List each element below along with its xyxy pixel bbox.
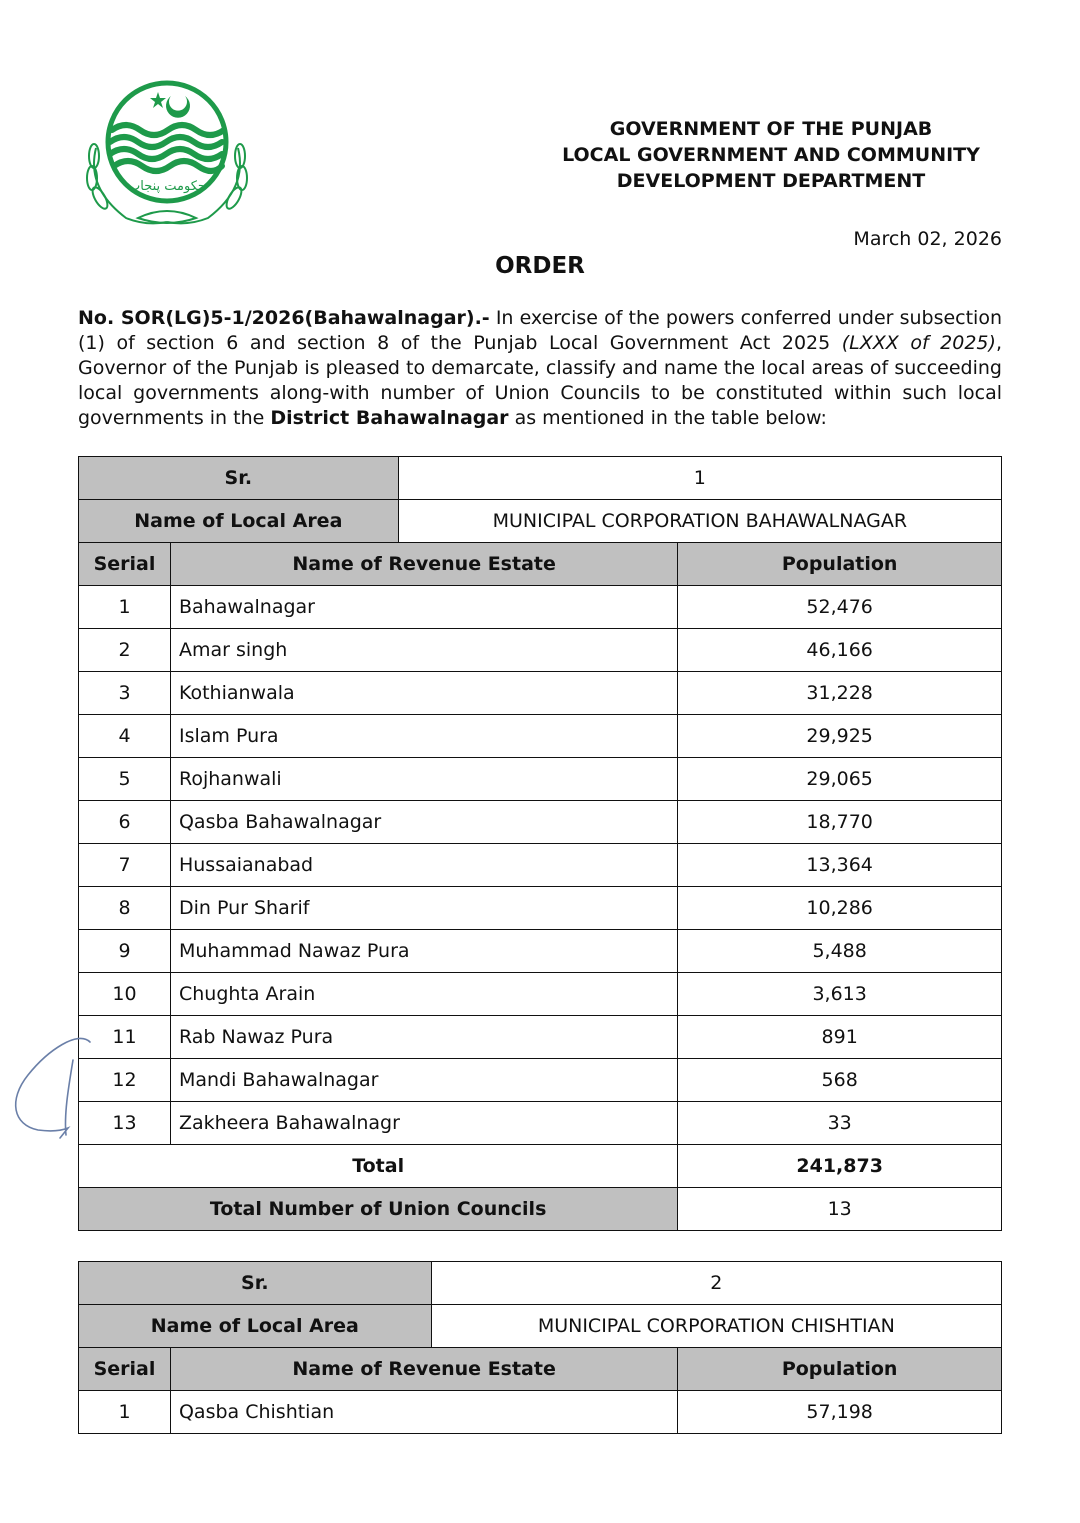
estate-cell: Islam Pura xyxy=(170,715,677,758)
sr-value: 1 xyxy=(398,457,1001,500)
table-row xyxy=(79,1102,1002,1145)
estate-cell: Muhammad Nawaz Pura xyxy=(170,930,677,973)
population-cell: 52,476 xyxy=(678,586,1002,629)
serial-cell: 6 xyxy=(79,801,171,844)
population-cell: 3,613 xyxy=(678,973,1002,1016)
population-cell: 10,286 xyxy=(678,887,1002,930)
order-date: March 02, 2026 xyxy=(853,228,1002,250)
table-row xyxy=(79,844,1002,887)
header-line-1: GOVERNMENT OF THE PUNJAB xyxy=(609,118,933,140)
serial-cell: 7 xyxy=(79,844,171,887)
estate-cell: Qasba Chishtian xyxy=(170,1391,677,1434)
local-area-table-2 xyxy=(78,1261,1002,1434)
estate-cell: Din Pur Sharif xyxy=(170,887,677,930)
department-header xyxy=(540,116,1002,194)
estate-header: Name of Revenue Estate xyxy=(170,543,677,586)
estate-cell: Qasba Bahawalnagar xyxy=(170,801,677,844)
total-row xyxy=(79,1145,1002,1188)
sr-label: Sr. xyxy=(79,1262,432,1305)
estate-cell: Zakheera Bahawalnagr xyxy=(170,1102,677,1145)
table-row xyxy=(79,1059,1002,1102)
serial-cell: 5 xyxy=(79,758,171,801)
estate-header: Name of Revenue Estate xyxy=(170,1348,677,1391)
table-row xyxy=(79,672,1002,715)
estate-cell: Hussaianabad xyxy=(170,844,677,887)
serial-cell: 8 xyxy=(79,887,171,930)
column-header-row xyxy=(79,543,1002,586)
signature-mark xyxy=(8,1030,98,1145)
union-councils-value: 13 xyxy=(678,1188,1002,1231)
local-area-row xyxy=(79,500,1002,543)
serial-cell: 1 xyxy=(79,1391,171,1434)
table-row xyxy=(79,715,1002,758)
local-area-table-1 xyxy=(78,456,1002,1231)
serial-cell: 2 xyxy=(79,629,171,672)
serial-cell: 9 xyxy=(79,930,171,973)
table-row xyxy=(79,629,1002,672)
population-cell: 33 xyxy=(678,1102,1002,1145)
order-title: ORDER xyxy=(495,253,585,279)
sr-label: Sr. xyxy=(79,457,399,500)
union-councils-row xyxy=(79,1188,1002,1231)
serial-cell: 3 xyxy=(79,672,171,715)
population-cell: 57,198 xyxy=(678,1391,1002,1434)
serial-cell: 13 xyxy=(79,1102,171,1145)
table-row xyxy=(79,1391,1002,1434)
estate-cell: Kothianwala xyxy=(170,672,677,715)
serial-cell: 10 xyxy=(79,973,171,1016)
act-reference: (LXXX of 2025) xyxy=(841,332,996,354)
local-area-value: MUNICIPAL CORPORATION BAHAWALNAGAR xyxy=(398,500,1001,543)
population-cell: 568 xyxy=(678,1059,1002,1102)
order-paragraph xyxy=(78,306,1002,431)
serial-cell: 11 xyxy=(79,1016,171,1059)
population-cell: 891 xyxy=(678,1016,1002,1059)
population-cell: 13,364 xyxy=(678,844,1002,887)
total-label: Total xyxy=(79,1145,678,1188)
serial-header: Serial xyxy=(79,1348,171,1391)
serial-header: Serial xyxy=(79,543,171,586)
logo-caption: حکومت پنجاب xyxy=(128,179,206,194)
table-row xyxy=(79,973,1002,1016)
population-cell: 46,166 xyxy=(678,629,1002,672)
estate-cell: Chughta Arain xyxy=(170,973,677,1016)
paragraph-text-2: , Governor of the Punjab is pleased to demarcate, classify and name the local areas of succeeding local governments along-with number of Union Councils to be constituted within such local governments in the xyxy=(78,332,1002,429)
table-row xyxy=(79,887,1002,930)
estate-cell: Mandi Bahawalnagar xyxy=(170,1059,677,1102)
population-cell: 18,770 xyxy=(678,801,1002,844)
table-row xyxy=(79,930,1002,973)
sr-row xyxy=(79,457,1002,500)
table-row xyxy=(79,1016,1002,1059)
paragraph-text-3: as mentioned in the table below: xyxy=(508,407,827,429)
local-area-label: Name of Local Area xyxy=(79,500,399,543)
header-line-2: LOCAL GOVERNMENT AND COMMUNITY xyxy=(562,144,980,166)
serial-cell: 1 xyxy=(79,586,171,629)
population-cell: 29,065 xyxy=(678,758,1002,801)
total-value: 241,873 xyxy=(678,1145,1002,1188)
population-cell: 5,488 xyxy=(678,930,1002,973)
serial-cell: 4 xyxy=(79,715,171,758)
table-row xyxy=(79,801,1002,844)
estate-cell: Rojhanwali xyxy=(170,758,677,801)
estate-cell: Amar singh xyxy=(170,629,677,672)
punjab-emblem-icon xyxy=(78,78,256,230)
population-cell: 31,228 xyxy=(678,672,1002,715)
union-councils-label: Total Number of Union Councils xyxy=(79,1188,678,1231)
table-row xyxy=(79,586,1002,629)
local-area-value: MUNICIPAL CORPORATION CHISHTIAN xyxy=(431,1305,1001,1348)
sr-value: 2 xyxy=(431,1262,1001,1305)
table-row xyxy=(79,758,1002,801)
estate-cell: Rab Nawaz Pura xyxy=(170,1016,677,1059)
punjab-government-logo xyxy=(78,78,256,230)
local-area-row xyxy=(79,1305,1002,1348)
population-header: Population xyxy=(678,1348,1002,1391)
local-area-label: Name of Local Area xyxy=(79,1305,432,1348)
serial-cell: 12 xyxy=(79,1059,171,1102)
estate-cell: Bahawalnagar xyxy=(170,586,677,629)
paragraph-text-1: In exercise of the powers conferred under subsection (1) of section 6 and section 8 of the Punjab Local Government Act 2025 xyxy=(78,307,1002,354)
district-name: District Bahawalnagar xyxy=(270,407,509,429)
population-header: Population xyxy=(678,543,1002,586)
header-line-3: DEVELOPMENT DEPARTMENT xyxy=(616,170,926,192)
sr-row xyxy=(79,1262,1002,1305)
reference-number: No. SOR(LG)5-1/2026(Bahawalnagar).- xyxy=(78,307,490,329)
population-cell: 29,925 xyxy=(678,715,1002,758)
column-header-row xyxy=(79,1348,1002,1391)
